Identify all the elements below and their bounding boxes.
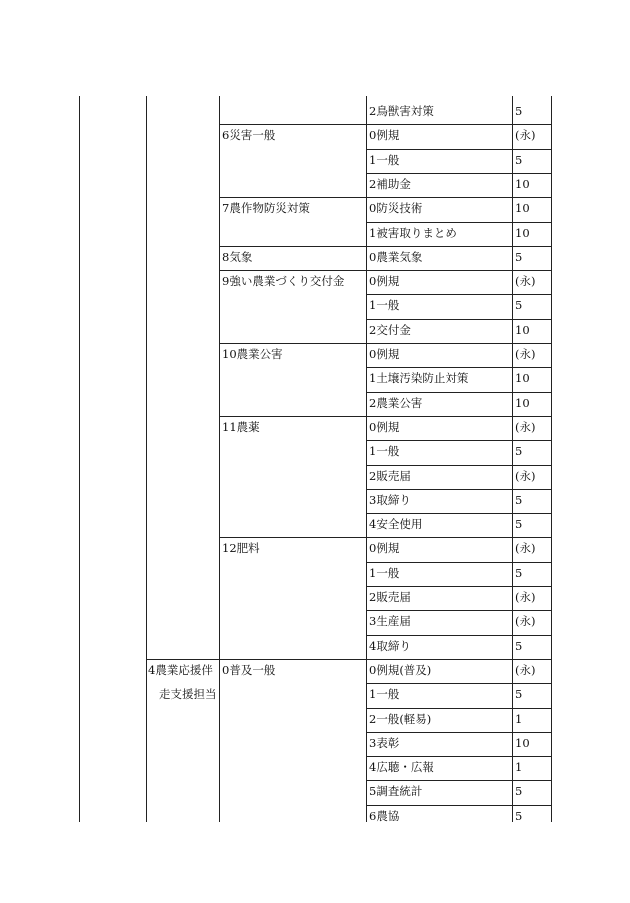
column-border <box>146 96 147 822</box>
retention-period: 10 <box>515 735 530 750</box>
subitem-label: 1一般 <box>369 298 400 313</box>
row-divider <box>366 805 551 806</box>
item-label: 11農薬 <box>222 419 260 434</box>
subitem-label: 6農協 <box>369 808 400 823</box>
retention-period: 5 <box>515 249 523 264</box>
row-divider <box>219 416 551 417</box>
row-divider <box>219 124 551 125</box>
item-label: 8気象 <box>222 249 253 264</box>
retention-period: 1 <box>515 760 523 775</box>
item-label: 12肥料 <box>222 541 260 556</box>
row-divider <box>219 197 551 198</box>
row-divider <box>146 659 551 660</box>
subitem-label: 1一般 <box>369 565 400 580</box>
row-divider <box>366 780 551 781</box>
retention-period: 1 <box>515 711 523 726</box>
row-divider <box>366 635 551 636</box>
subitem-label: 2補助金 <box>369 176 411 191</box>
row-divider <box>219 246 551 247</box>
row-divider <box>366 392 551 393</box>
item-label: 6災害一般 <box>222 128 276 143</box>
subitem-label: 0農業気象 <box>369 249 423 264</box>
row-divider <box>366 173 551 174</box>
retention-period: 10 <box>515 176 530 191</box>
retention-period: 5 <box>515 104 523 118</box>
subitem-label: 2農業公害 <box>369 395 423 410</box>
row-divider <box>366 222 551 223</box>
subitem-label: 3表彰 <box>369 735 400 750</box>
row-divider <box>366 367 551 368</box>
retention-period: 10 <box>515 371 530 386</box>
subitem-label: 5調査統計 <box>369 784 423 799</box>
subitem-label: 1一般 <box>369 444 400 459</box>
subitem-label: 0例規(普及) <box>369 662 432 677</box>
item-label: 0普及一般 <box>222 662 276 677</box>
subitem-label: 1一般 <box>369 152 400 167</box>
retention-period: (永) <box>515 662 536 677</box>
subitem-label: 0例規 <box>369 419 400 434</box>
retention-period: (永) <box>515 541 536 556</box>
retention-period: (永) <box>515 590 536 604</box>
category-label-cont: 走支援担当 <box>159 687 217 702</box>
retention-period: 5 <box>515 517 523 532</box>
retention-period: (永) <box>515 419 536 434</box>
subitem-label: 0防災技術 <box>369 201 423 216</box>
subitem-label: 2販売届 <box>369 590 411 604</box>
column-border <box>512 96 513 822</box>
row-divider <box>366 708 551 709</box>
retention-period: 5 <box>515 492 523 507</box>
retention-period: 5 <box>515 808 523 823</box>
column-border <box>219 96 220 822</box>
column-border <box>551 96 552 822</box>
retention-period: (永) <box>515 347 536 361</box>
row-divider <box>219 343 551 344</box>
retention-period: 10 <box>515 322 530 337</box>
retention-period: 5 <box>515 687 523 702</box>
column-border <box>366 96 367 822</box>
column-border <box>79 96 80 822</box>
retention-period: (永) <box>515 468 536 483</box>
subitem-label: 0例規 <box>369 128 400 143</box>
row-divider <box>366 149 551 150</box>
retention-period: 5 <box>515 784 523 799</box>
retention-period: 10 <box>515 225 530 240</box>
retention-period: (永) <box>515 128 536 143</box>
subitem-label: 0例規 <box>369 541 400 556</box>
subitem-label: 1土壌汚染防止対策 <box>369 371 469 386</box>
subitem-label: 2一般(軽易) <box>369 711 432 726</box>
retention-period: 10 <box>515 395 530 410</box>
item-label: 10農業公害 <box>222 347 283 361</box>
row-divider <box>366 489 551 490</box>
subitem-label: 0例規 <box>369 347 400 361</box>
retention-period: (永) <box>515 274 536 289</box>
retention-period: 5 <box>515 152 523 167</box>
row-divider <box>366 465 551 466</box>
subitem-label: 4安全使用 <box>369 517 423 532</box>
row-divider <box>366 294 551 295</box>
row-divider <box>366 610 551 611</box>
subitem-label: 2販売届 <box>369 468 411 483</box>
row-divider <box>366 440 551 441</box>
row-divider <box>366 586 551 587</box>
row-divider <box>366 513 551 514</box>
subitem-label: 3取締り <box>369 492 411 507</box>
retention-period: 10 <box>515 201 530 216</box>
row-divider <box>219 537 551 538</box>
retention-period: (永) <box>515 614 536 629</box>
row-divider <box>366 562 551 563</box>
subitem-label: 2交付金 <box>369 322 411 337</box>
item-label: 9強い農業づくり交付金 <box>222 274 345 289</box>
item-label: 7農作物防災対策 <box>222 201 310 216</box>
retention-period: 5 <box>515 444 523 459</box>
retention-period: 5 <box>515 638 523 653</box>
subitem-label: 1一般 <box>369 687 400 702</box>
row-divider <box>366 756 551 757</box>
subitem-label: 3生産届 <box>369 614 411 629</box>
subitem-label: 4取締り <box>369 638 411 653</box>
subitem-label: 4広聴・広報 <box>369 760 434 775</box>
category-label: 4農業応援伴 <box>148 662 213 677</box>
row-divider <box>219 270 551 271</box>
subitem-label: 0例規 <box>369 274 400 289</box>
retention-period: 5 <box>515 565 523 580</box>
row-divider <box>366 319 551 320</box>
retention-period: 5 <box>515 298 523 313</box>
subitem-label: 1被害取りまとめ <box>369 225 457 240</box>
row-divider <box>366 683 551 684</box>
subitem-label: 2鳥獣害対策 <box>369 104 434 118</box>
row-divider <box>366 732 551 733</box>
